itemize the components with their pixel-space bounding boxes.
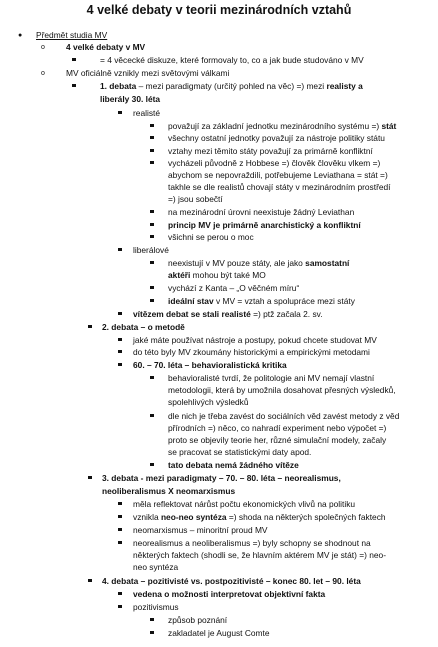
subtopic-heading: MV oficiálně vznikly mezi světovými válkami	[66, 68, 230, 78]
bullet-square-icon	[118, 499, 122, 509]
text-span: mohou být také MO	[190, 270, 266, 280]
topic-heading: Předmět studia MV	[36, 30, 108, 40]
text-span-bold: ideální stav	[168, 296, 214, 306]
list-item-cont: takhle se dle realistů chovají státy v mezinárodním prostředí	[168, 182, 391, 192]
list-item-cont: se pracovat se statistickými daty apod.	[168, 447, 312, 457]
bullet-square-icon	[118, 525, 122, 535]
list-item: jaké máte používat nástroje a postupy, pokud chcete studovat MV	[133, 335, 377, 345]
list-item: vycházeli původně z Hobbese =) člověk člověku vlkem =)	[168, 158, 381, 168]
bullet-circle-icon: o	[41, 70, 45, 77]
text-span: =) ptž začala 2. sv.	[250, 309, 323, 319]
bullet-square-icon	[150, 232, 154, 242]
bullet-square-icon	[118, 245, 122, 255]
debate-3-heading-cont: neoliberalismus X neomarxismus	[102, 486, 236, 496]
bullet-square-icon	[72, 55, 76, 65]
bullet-square-icon	[118, 360, 122, 370]
list-item-cont: proto se objevily teorie her, různé simulační modely, začaly	[168, 435, 387, 445]
bullet-square-icon	[150, 121, 154, 131]
bullet-square-icon	[150, 220, 154, 230]
debate-1-heading-cont: liberály 30. léta	[100, 94, 161, 104]
bullet-dot-icon: ●	[18, 32, 23, 39]
list-item: liberálové	[133, 245, 169, 255]
debate-2-heading: 2. debata – o metodě	[102, 322, 185, 332]
debate-1-heading	[100, 81, 363, 91]
list-item-cont	[168, 270, 266, 280]
list-item: vychází z Kanta – „O věčném míru“	[168, 283, 300, 293]
list-item: princip MV je primárně anarchistický a konfliktní	[168, 220, 361, 230]
text-span: považují za základní jednotku mezinárodního systému =)	[168, 121, 382, 131]
list-item: všichni se perou o moc	[168, 232, 254, 242]
bullet-square-icon	[150, 158, 154, 168]
list-item: měla reflektovat nárůst počtu ekonomických vlivů na politiku	[133, 499, 356, 509]
list-item-cont: neo syntéza	[133, 562, 179, 572]
bullet-square-icon	[88, 473, 92, 483]
bullet-square-icon	[72, 81, 76, 91]
debate-3-heading: 3. debata - mezi paradigmaty – 70. – 80. léta – neorealismus,	[102, 473, 341, 483]
bullet-square-icon	[150, 296, 154, 306]
list-item: neorealismus a neoliberalismus =) byly schopny se shodnout na	[133, 538, 371, 548]
bullet-square-icon	[150, 460, 154, 470]
list-item	[133, 309, 323, 319]
list-item: do této byly MV zkoumány historickými a empirickými metodami	[133, 347, 370, 357]
text-span: vznikla	[133, 512, 161, 522]
list-item-cont: spolehlivých výsledků	[168, 397, 249, 407]
bullet-square-icon	[150, 411, 154, 421]
list-item: behavioralisté tvrdí, že politologie ani MV nemají vlastní	[168, 373, 375, 383]
bullet-square-icon	[118, 602, 122, 612]
subtopic-heading: 4 velké debaty v MV	[66, 42, 146, 52]
list-item-cont: přírodních =) něco, co nahradí experiment nebo výpočet =)	[168, 423, 387, 433]
text-span: v MV = vztah a spolupráce mezi státy	[213, 296, 355, 306]
list-item: zakladatel je August Comte	[168, 628, 270, 638]
debate-4-heading: 4. debata – pozitivisté vs. postpozitivisté – konec 80. let – 90. léta	[102, 576, 361, 586]
bullet-square-icon	[150, 258, 154, 268]
list-item: vedena o možnosti interpretovat objektivní fakta	[133, 589, 326, 599]
list-item: tato debata nemá žádného vítěze	[168, 460, 299, 470]
debate-1-title: 1. debata	[100, 81, 137, 91]
list-item	[168, 121, 396, 131]
text-span-bold: aktéři	[168, 270, 191, 280]
text-span-bold: neo-neo syntéza	[160, 512, 227, 522]
list-item	[168, 296, 355, 306]
bullet-square-icon	[118, 309, 122, 319]
list-item: pozitivismus	[133, 602, 179, 612]
bullet-square-icon	[118, 589, 122, 599]
bullet-square-icon	[150, 146, 154, 156]
bullet-square-icon	[150, 133, 154, 143]
bullet-square-icon	[150, 373, 154, 383]
list-item: realisté	[133, 108, 160, 118]
bullet-circle-icon: o	[41, 44, 45, 51]
page-title: 4 velké debaty v teorii mezinárodních vztahů	[86, 3, 352, 17]
text-span-bold: stát	[381, 121, 397, 131]
bullet-square-icon	[118, 335, 122, 345]
text-span: neexistují v MV pouze státy, ale jako	[168, 258, 306, 268]
list-item: na mezinárodní úrovni neexistuje žádný Leviathan	[168, 207, 355, 217]
list-item: vztahy mezi těmito státy považují za primárně konfliktní	[168, 146, 373, 156]
debate-1-desc: – mezi paradigmaty (určitý pohled na věc) =) mezi	[136, 81, 327, 91]
bullet-square-icon	[150, 207, 154, 217]
list-item: = 4 věcecké diskuze, které formovaly to, co a jak bude studováno v MV	[100, 55, 364, 65]
bullet-square-icon	[150, 628, 154, 638]
text-span: =) shoda na některých společných faktech	[226, 512, 386, 522]
list-item	[168, 258, 349, 268]
list-item	[133, 512, 386, 522]
list-item: způsob poznání	[168, 615, 228, 625]
bullet-square-icon	[88, 576, 92, 586]
text-span-bold: samostatní	[305, 258, 350, 268]
bullet-square-icon	[118, 512, 122, 522]
list-item: dle nich je třeba zavést do sociálních věd zavést metody z věd	[168, 411, 400, 421]
list-item-cont: některých faktech (shodli se, že hlavním aktérem MV je stát) =) neo-	[133, 550, 386, 560]
list-item: všechny ostatní jednotky považují za nástroje politiky státu	[168, 133, 385, 143]
list-item-cont: metodologii, která by umožnila dosahovat přesných výsledků,	[168, 385, 396, 395]
debate-1-sides: realisty a	[326, 81, 363, 91]
list-item-cont: =) jsou sobečtí	[168, 194, 223, 204]
bullet-square-icon	[118, 538, 122, 548]
list-item-cont: abychom se nepovraždili, potřebujeme Leviathana = stát =)	[168, 170, 388, 180]
bullet-square-icon	[118, 108, 122, 118]
bullet-square-icon	[150, 615, 154, 625]
list-item: 60. – 70. léta – behavioralistická kritika	[133, 360, 287, 370]
list-item: neomarxismus – minoritní proud MV	[133, 525, 268, 535]
bullet-square-icon	[88, 322, 92, 332]
bullet-square-icon	[118, 347, 122, 357]
text-span-bold: vítězem debat se stali realisté	[133, 309, 251, 319]
bullet-square-icon	[150, 283, 154, 293]
